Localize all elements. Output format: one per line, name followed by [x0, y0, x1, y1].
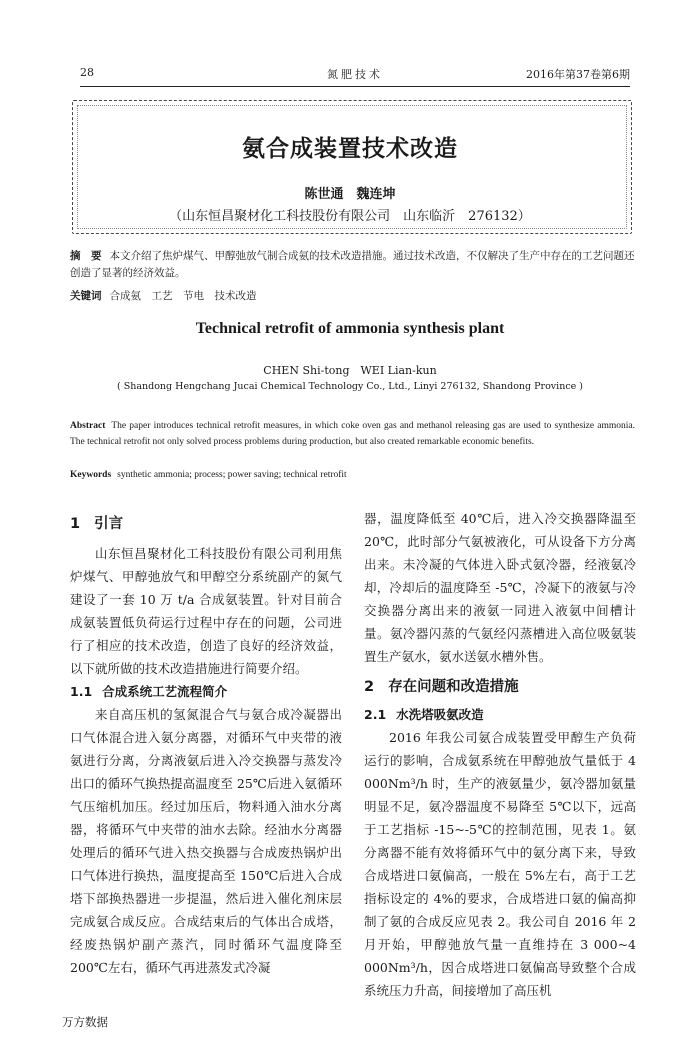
section-1-1-paragraph: 来自高压机的氢氮混合气与氨合成冷凝器出口气体混合进入氨分离器，对循环气中夹带的液氨进行分离，分离液氨后进入冷交换器与蒸发冷出口的循环气换热提高温度至 25℃后进入氨循环气压缩机加压。经过加压后，物料通入油水分离器，将循环气中夹带的油水去除。经油水分离器处理后的循环气进入热交换器与合成废热锅炉出口气体进行换热，温度提高至 150℃后进入合成塔下部换热器进一步提温，然后进入催化剂床层完成氨合成反应。合成结束后的气体出合成塔，经废热锅炉副产蒸汽，同时循环气温度降至 200℃左右，循环气再进蒸发式冷凝	[70, 707, 342, 975]
affiliation-cn: （山东恒昌聚材化工科技股份有限公司 山东临沂 276132）	[169, 209, 531, 224]
keywords-en-text: synthetic ammonia; process; power saving; technical retrofit	[117, 470, 347, 480]
section-2-1-paragraph: 2016 年我公司氨合成装置受甲醇生产负荷运行的影响，合成氨系统在甲醇弛放气量低于 4 000Nm³/h 时，生产的液氨量少，氨冷器加氨量明显不足，氨冷器温度不易降至 5℃以下，远高于工艺指标 -15~-5℃的控制范围，见表 1。氨分离器不能有效将循环气中的氨分离下来，导致合成塔进口氨偏高，一般在 5%左右，高于工艺指标设定的 4%的要求，合成塔进口氨的偏高抑制了氨的合成反应见表 2。我公司自 2016 年 2 月开始，甲醇弛放气量一直维持在 3 000~4 000Nm³/h，因合成塔进口氨偏高导致整个合成系统压力升高，间接增加了高压机	[364, 730, 636, 998]
abstract-cn-text: 本文介绍了焦炉煤气、甲醇弛放气制合成氨的技术改造措施。通过技术改造，不仅解决了生产中存在的工艺问题还创造了显著的经济效益。	[70, 250, 635, 279]
left-column	[70, 507, 342, 979]
affiliation-en: ( Shandong Hengchang Jucai Chemical Technology Co., Ltd., Linyi 276132, Shandong Province )	[117, 381, 583, 392]
authors-cn: 陈世通 魏连坤	[304, 187, 396, 202]
issue-info: 2016年第37卷第6期	[526, 68, 630, 81]
section-1-paragraph: 山东恒昌聚材化工科技股份有限公司利用焦炉煤气、甲醇弛放气和甲醇空分系统副产的氮气建设了一套 10 万 t/a 合成氨装置。针对目前合成氨装置低负荷运行过程中存在的问题，公司进行了相应的技术改造，创造了良好的经济效益，以下就所做的技术改造措施进行简要介绍。	[70, 546, 342, 676]
abstract-cn-label: 摘 要	[70, 250, 102, 262]
section-2-1-title: 水洗塔吸氨改造	[396, 707, 484, 722]
keywords-cn	[70, 288, 635, 303]
keywords-cn-text: 合成氨 工艺 节电 技术改造	[109, 290, 257, 302]
section-1-heading	[70, 513, 342, 536]
keywords-en-label: Keywords	[70, 470, 112, 480]
section-2-number: 2	[364, 679, 375, 695]
keywords-en	[70, 470, 635, 480]
section-1-1-title: 合成系统工艺流程简介	[102, 684, 228, 699]
keywords-cn-label: 关键词	[70, 290, 102, 302]
journal-name: 氮肥技术	[327, 68, 383, 81]
page-number: 28	[80, 66, 94, 79]
running-header	[80, 66, 630, 84]
abstract-en	[70, 418, 635, 450]
section-1-1-heading	[70, 680, 342, 703]
authors-en: CHEN Shi-tong WEI Lian-kun	[263, 364, 437, 377]
abstract-cn	[70, 248, 635, 282]
continued-paragraph: 器，温度降低至 40℃后，进入冷交换器降温至 20℃，此时部分气氨被液化，可从设备下方分离出来。未冷凝的气体进入卧式氨冷器，经液氨冷却，冷却后的温度降至 -5℃，冷凝下的液氨与冷交换器分离出来的液氨一同进入液氨中间槽计量。氨冷器闪蒸的气氨经闪蒸槽进入高位吸氨装置生产氨水，氨水送氨水槽外售。	[364, 511, 636, 664]
title-en: Technical retrofit of ammonia synthesis plant	[195, 320, 505, 337]
section-1-number: 1	[70, 516, 81, 532]
footer-watermark: 万方数据	[62, 1015, 108, 1029]
section-2-heading	[364, 676, 636, 699]
section-2-1-heading	[364, 703, 636, 726]
right-column	[364, 507, 636, 1002]
section-2-title: 存在问题和改造措施	[388, 679, 519, 695]
section-1-title: 引言	[94, 516, 124, 532]
section-2-1-number: 2.1	[364, 707, 387, 722]
section-1-1-number: 1.1	[70, 684, 93, 699]
abstract-en-label: Abstract	[70, 421, 106, 431]
header-rule	[80, 86, 630, 87]
title-cn: 氨合成装置技术改造	[242, 135, 458, 162]
abstract-en-text: The paper introduces technical retrofit measures, in which coke oven gas and methanol releasing gas are used to synthesize ammonia. The technical retrofit not only solved process problems during production, but also created remarkable economic benefits.	[70, 421, 635, 447]
